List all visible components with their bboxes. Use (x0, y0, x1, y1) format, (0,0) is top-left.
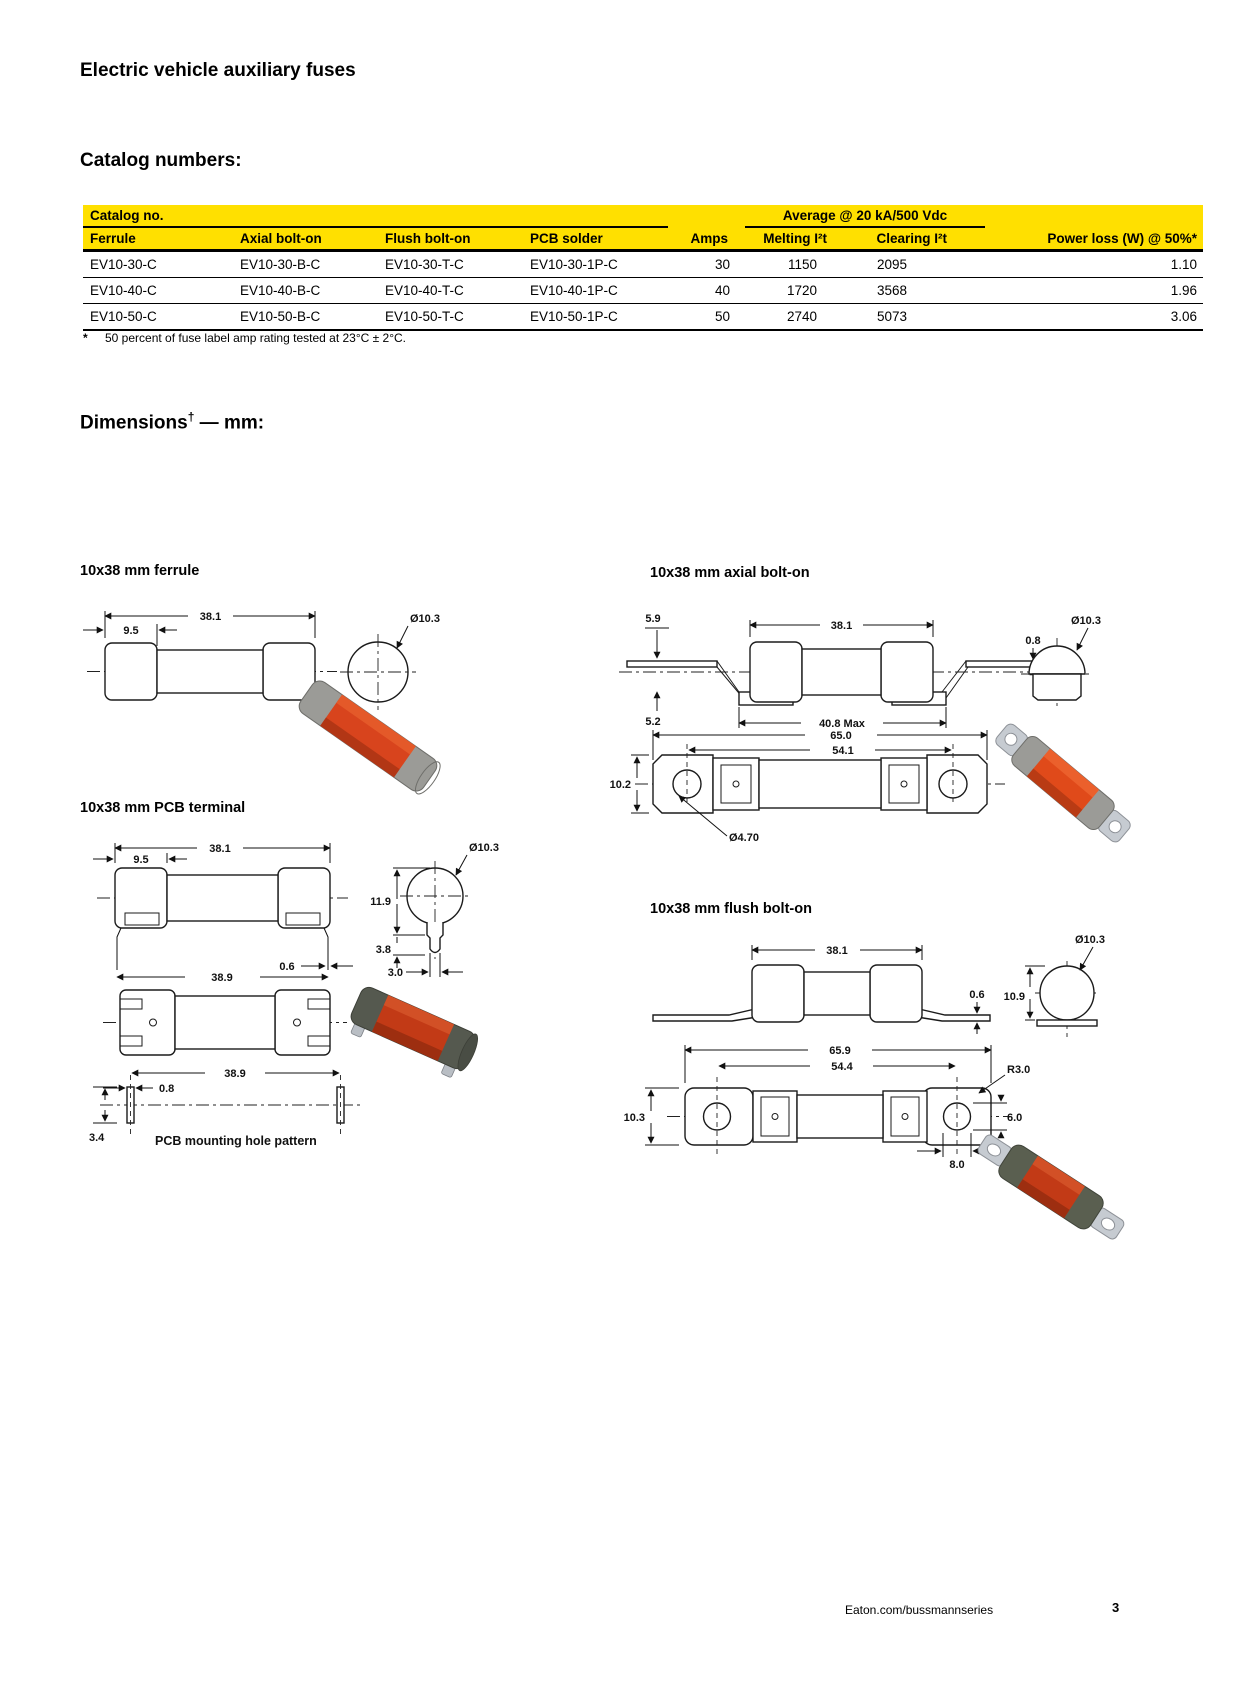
flush-section-title: 10x38 mm flush bolt-on (650, 901, 812, 917)
cell-axial: EV10-40-B-C (233, 278, 378, 304)
dim-label-overall-length: 38.1 (830, 620, 853, 632)
flush-side-view (653, 945, 990, 1034)
cell-amps: 40 (668, 278, 745, 304)
dimensions-heading: Dimensions† — mm: (80, 410, 265, 434)
col-header-flush-bolt-on: Flush bolt-on (378, 227, 523, 251)
table-row (83, 278, 1203, 304)
col-header-pcb-solder: PCB solder (523, 227, 668, 251)
cell-power-loss: 3.06 (985, 304, 1203, 331)
cell-melting: 1150 (745, 251, 850, 278)
col-header-axial-bolt-on: Axial bolt-on (233, 227, 378, 251)
dim-label-hole-span: 38.9 (224, 1068, 246, 1080)
axial-bottom-view (610, 730, 1005, 844)
footnote-text: 50 percent of fuse label amp rating tested at 23°C ± 2°C. (105, 331, 407, 345)
cell-power-loss: 1.10 (985, 251, 1203, 278)
axial-photo (990, 718, 1136, 848)
dim-label-hole-span: 54.1 (832, 745, 854, 757)
dim-label-tab-thickness: 0.8 (1025, 635, 1041, 647)
cell-pcb: EV10-30-1P-C (523, 251, 668, 278)
flush-photo (972, 1126, 1130, 1247)
cell-clearing: 3568 (850, 278, 985, 304)
dim-label-hole-offset: 3.4 (89, 1132, 105, 1144)
pcb-hole-pattern (89, 1068, 360, 1148)
footer-url: Eaton.com/bussmannseries (845, 1603, 994, 1617)
cell-clearing: 2095 (850, 251, 985, 278)
cell-flush: EV10-50-T-C (378, 304, 523, 331)
col-header-power-loss: Power loss (W) @ 50%* (985, 227, 1203, 251)
dim-label-overall-length: 38.1 (209, 843, 231, 855)
group-header-catalog-no: Catalog no. (83, 205, 668, 227)
cell-flush: EV10-40-T-C (378, 278, 523, 304)
dim-label-height: 10.9 (1003, 991, 1025, 1003)
cell-amps: 50 (668, 304, 745, 331)
cell-ferrule: EV10-50-C (83, 304, 233, 331)
catalog-numbers-heading: Catalog numbers: (80, 150, 242, 171)
dim-label-tab-drop: 5.2 (645, 716, 661, 728)
dim-label-tab-rise: 5.9 (645, 613, 661, 625)
dim-label-hole-width: 8.0 (949, 1159, 965, 1171)
pcb-end-view (370, 842, 499, 979)
pcb-photo (344, 985, 481, 1083)
dim-label-width: 10.3 (623, 1112, 645, 1124)
catalog-table (83, 205, 1203, 331)
flush-bolt-on-drawing (605, 925, 1180, 1245)
dim-label-ferrule-length: 9.5 (133, 854, 149, 866)
dim-label-total-length: 65.9 (829, 1045, 851, 1057)
dim-label-overall-length: 38.1 (826, 945, 848, 957)
cell-axial: EV10-50-B-C (233, 304, 378, 331)
dim-label-hole-height: 6.0 (1007, 1112, 1023, 1124)
group-header-gap (668, 205, 745, 227)
dim-label-overall-length: 38.1 (199, 611, 222, 623)
group-header-gap (985, 205, 1203, 227)
pcb-section-title: 10x38 mm PCB terminal (80, 800, 246, 816)
dim-label-diameter: Ø10.3 (410, 613, 440, 625)
dim-label-total-length: 65.0 (830, 730, 852, 742)
flush-bottom-view (624, 1045, 1031, 1171)
hole-pattern-caption: PCB mounting hole pattern (155, 1134, 317, 1148)
dim-label-pin-length: 3.8 (375, 944, 391, 956)
dim-label-ferrule-length: 9.5 (123, 625, 139, 637)
ferrule-section-title: 10x38 mm ferrule (80, 563, 200, 579)
dim-label-height: 11.9 (370, 896, 391, 908)
axial-end-view (1021, 615, 1101, 708)
cell-clearing: 5073 (850, 304, 985, 331)
axial-section-title: 10x38 mm axial bolt-on (650, 565, 810, 581)
cell-pcb: EV10-40-1P-C (523, 278, 668, 304)
cell-amps: 30 (668, 251, 745, 278)
col-header-ferrule: Ferrule (83, 227, 233, 251)
page-number: 3 (1112, 1600, 1120, 1615)
cell-pcb: EV10-50-1P-C (523, 304, 668, 331)
cell-melting: 2740 (745, 304, 850, 331)
cell-axial: EV10-30-B-C (233, 251, 378, 278)
dim-label-max-length: 40.8 Max (819, 718, 865, 730)
cell-power-loss: 1.96 (985, 278, 1203, 304)
axial-bolt-on-drawing (605, 588, 1180, 868)
page-title: Electric vehicle auxiliary fuses (80, 60, 356, 81)
pcb-terminal-drawing (75, 825, 520, 1170)
dim-label-hole-span: 54.4 (831, 1061, 853, 1073)
table-row (83, 304, 1203, 331)
col-header-amps: Amps (668, 227, 745, 251)
pcb-side-view (93, 843, 353, 984)
dim-label-lead-thickness: 0.6 (279, 961, 295, 973)
dim-label-diameter: Ø10.3 (1075, 934, 1105, 946)
ferrule-end-view (340, 613, 440, 710)
cell-ferrule: EV10-30-C (83, 251, 233, 278)
dim-label-hole-width: 0.8 (159, 1083, 175, 1095)
footnote-marker: * (83, 331, 88, 345)
ferrule-drawing (75, 588, 495, 798)
flush-end-view (1004, 934, 1105, 1037)
dim-label-hole-diameter: Ø4.70 (729, 832, 759, 844)
table-footnote (83, 331, 406, 345)
group-header-average: Average @ 20 kA/500 Vdc (745, 205, 985, 227)
dagger-mark: † (187, 410, 195, 424)
dim-label-tab-thickness: 0.6 (969, 989, 985, 1001)
ferrule-side-view (83, 611, 337, 700)
dim-label-pin-width: 3.0 (387, 967, 403, 979)
dim-label-diameter: Ø10.3 (1071, 615, 1101, 627)
table-group-header-row (83, 205, 1203, 227)
cell-ferrule: EV10-40-C (83, 278, 233, 304)
dim-label-diameter: Ø10.3 (469, 842, 499, 854)
dim-label-corner-radius: R3.0 (1007, 1064, 1031, 1076)
col-header-melting-i2t: Melting I²t (745, 227, 850, 251)
axial-side-view (619, 613, 1067, 730)
dim-label-body-length: 38.9 (211, 972, 233, 984)
col-header-clearing-i2t: Clearing I²t (850, 227, 985, 251)
cell-melting: 1720 (745, 278, 850, 304)
pcb-bottom-view (103, 990, 347, 1055)
dim-label-width: 10.2 (609, 779, 631, 791)
table-column-header-row (83, 227, 1203, 251)
table-row (83, 251, 1203, 278)
cell-flush: EV10-30-T-C (378, 251, 523, 278)
